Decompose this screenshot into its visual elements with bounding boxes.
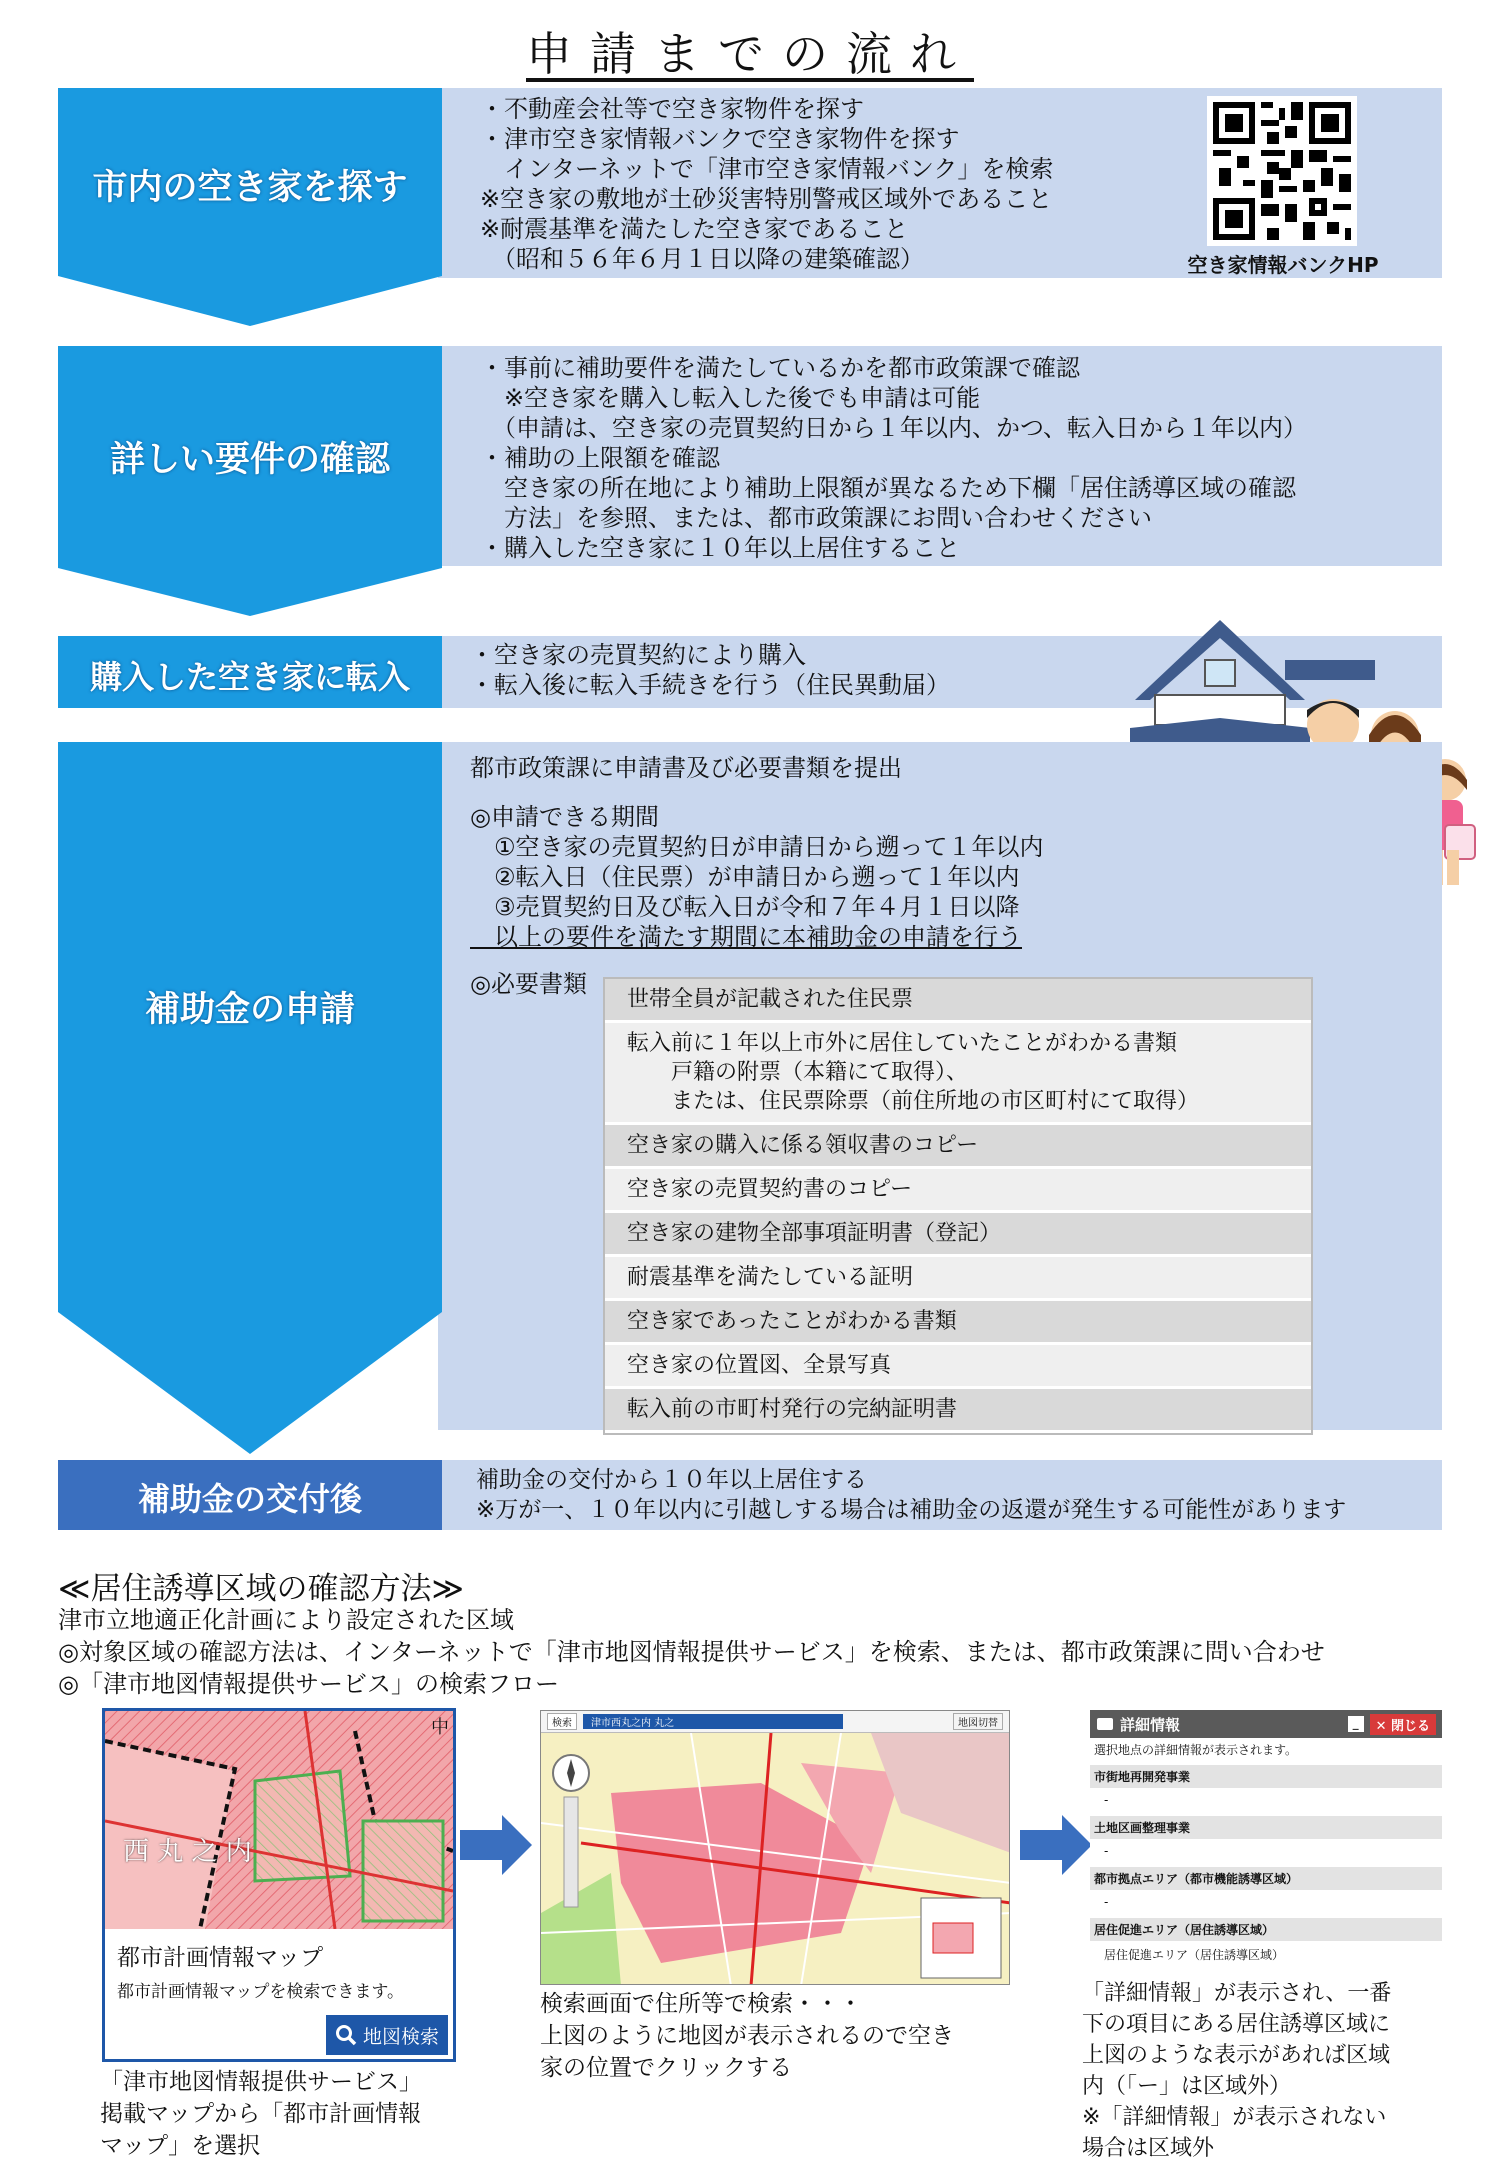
detail-row-label: 居住促進エリア（居住誘導区域） [1090, 1918, 1442, 1941]
caption-middle: 検索画面で住所等で検索・・・ 上図のように地図が表示されるので空き 家の位置でクリックする [540, 1991, 954, 2081]
detail-header [1090, 1710, 1442, 1738]
map-search-button-label: 地図検索 [362, 2025, 439, 2048]
map-place-label: 西 丸 之 内 [123, 1837, 252, 1867]
step5-label: 補助金の交付後 [137, 1480, 362, 1518]
city-planning-map-thumbnail [105, 1711, 453, 1929]
detail-row-value: - [1104, 1895, 1109, 1909]
detail-row-label: 都市拠点エリア（都市機能誘導区域） [1090, 1867, 1442, 1890]
map-search-button[interactable] [326, 2015, 448, 2055]
required-doc-item: 空き家の建物全部事項証明書（登記） [605, 1212, 1311, 1256]
detail-rows [1090, 1765, 1442, 1968]
step4-arrow [58, 742, 442, 1454]
step1-label: 市内の空き家を探す [92, 168, 408, 208]
required-doc-item: 空き家の売買契約書のコピー [605, 1168, 1311, 1212]
map-card-title: 都市計画情報マップ [117, 1945, 324, 1971]
step3-text: ・空き家の売買契約により購入 ・転入後に転入手続きを行う（住民異動届） [470, 641, 950, 699]
detail-row-value: - [1104, 1793, 1109, 1807]
detail-row-value: - [1104, 1844, 1109, 1858]
required-doc-item: 空き家であったことがわかる書類 [605, 1300, 1311, 1344]
step4-period-note: 以上の要件を満たす期間に本補助金の申請を行う [470, 923, 1022, 951]
detail-info-panel [1090, 1710, 1442, 1975]
minimize-icon[interactable]: _ [1348, 1716, 1364, 1732]
map-card-desc: 都市計画情報マップを検索できます。 [117, 1982, 404, 2002]
required-doc-row [605, 1300, 1311, 1344]
caption-left: 「津市地図情報提供サービス」 掲載マップから「都市計画情報 マップ」を選択 [100, 2069, 422, 2159]
detail-row-label: 土地区画整理事業 [1090, 1816, 1442, 1839]
qr-caption: 空き家情報バンクHP [1187, 253, 1379, 277]
address-field[interactable]: 津市西丸之内 丸之 [583, 1714, 843, 1729]
required-doc-item: 空き家の位置図、全景写真 [605, 1344, 1311, 1388]
step4-label: 補助金の申請 [144, 990, 355, 1030]
search-toolbar [541, 1711, 1009, 1733]
step1-text: ・不動産会社等で空き家物件を探す ・津市空き家情報バンクで空き家物件を探す インターネットで「津市空き家情報バンク」を検索 ※空き家の敷地が土砂災害特別警戒区域外であること ※耐震基準を満たした空き家であること （昭和５６年６月１日以降の建築確認） [480, 95, 1054, 273]
required-doc-row [605, 1256, 1311, 1300]
map-switch[interactable]: 地図切替 [953, 1713, 1003, 1730]
detail-title: 詳細情報 [1120, 1715, 1181, 1734]
section-text: 津市立地適正化計画により設定された区域 ◎対象区域の確認方法は、インターネットで「津市地図情報提供サービス」を検索、または、都市政策課に問い合わせ ◎「津市地図情報提供サービス」の検索フロー [58, 1606, 1325, 1698]
required-doc-item: 耐震基準を満たしている証明 [605, 1256, 1311, 1300]
required-docs-table [603, 977, 1313, 1435]
required-doc-row [605, 1168, 1311, 1212]
detail-row-label: 市街地再開発事業 [1090, 1765, 1442, 1788]
search-tab[interactable]: 検索 [547, 1713, 577, 1730]
close-button[interactable]: ✕ 閉じる [1370, 1714, 1436, 1735]
required-doc-row [605, 979, 1311, 1022]
step4-docs-heading: ◎必要書類 [470, 970, 587, 998]
step4-periods: ①空き家の売買契約日が申請日から遡って１年以内 ②転入日（住民票）が申請日から遡って１年以内 ③売買契約日及び転入日が令和７年４月１日以降 [493, 833, 1044, 921]
required-doc-row [605, 1022, 1311, 1124]
step4-intro: 都市政策課に申請書及び必要書類を提出 [470, 754, 902, 782]
step5-text: 補助金の交付から１０年以上居住する ※万が一、１０年以内に引越しする場合は補助金の返還が発生する可能性があります [476, 1467, 1347, 1523]
required-doc-item: 転入前に１年以上市外に居住していたことがわかる書類 戸籍の附票（本籍にて取得）、 または、住民票除票（前住所地の市区町村にて取得） [605, 1022, 1311, 1124]
map-corner-label: 中 [431, 1717, 449, 1738]
required-doc-item: 世帯全員が記載された住民票 [605, 979, 1311, 1022]
caption-right: 「詳細情報」が表示され、一番 下の項目にある居住誘導区域に 上図のような表示があれば区域 内（「ー」は区域外） ※「詳細情報」が表示されない 場合は区域外 [1082, 1981, 1392, 2161]
qr-code [1207, 96, 1357, 246]
section-heading: ≪居住誘導区域の確認方法≫ [58, 1571, 464, 1607]
flow-arrow-1 [460, 1815, 535, 1875]
city-planning-map-card[interactable] [102, 1708, 456, 2062]
detail-row-value: 居住促進エリア（居住誘導区域） [1104, 1948, 1285, 1962]
step2-label: 詳しい要件の確認 [109, 440, 390, 480]
page-title: 申請までの流れ [526, 27, 974, 81]
required-doc-row [605, 1124, 1311, 1168]
step3-label: 購入した空き家に転入 [89, 658, 410, 696]
required-doc-row [605, 1388, 1311, 1432]
required-doc-row [605, 1344, 1311, 1388]
flow-arrow-2 [1020, 1815, 1095, 1875]
required-doc-item: 空き家の購入に係る領収書のコピー [605, 1124, 1311, 1168]
search-icon [335, 2024, 357, 2046]
detail-subtitle: 選択地点の詳細情報が表示されます。 [1094, 1743, 1298, 1757]
search-result-map[interactable] [541, 1733, 1010, 1985]
required-doc-item: 転入前の市町村発行の完納証明書 [605, 1388, 1311, 1432]
step2-text: ・事前に補助要件を満たしているかを都市政策課で確認 ※空き家を購入し転入した後でも申請は可能 （申請は、空き家の売買契約日から１年以内、かつ、転入日から１年以内） ・補助の上限額を確認 空き家の所在地により補助上限額が異なるため下欄「居住誘導区域の確認 方法」を参照、または、都市政策課にお問い合わせください ・購入した空き家に１０年以上居住すること [480, 354, 1308, 562]
required-doc-row [605, 1212, 1311, 1256]
info-icon [1096, 1715, 1114, 1733]
search-map-screen[interactable] [540, 1710, 1010, 1985]
step4-period-heading: ◎申請できる期間 [470, 803, 659, 831]
